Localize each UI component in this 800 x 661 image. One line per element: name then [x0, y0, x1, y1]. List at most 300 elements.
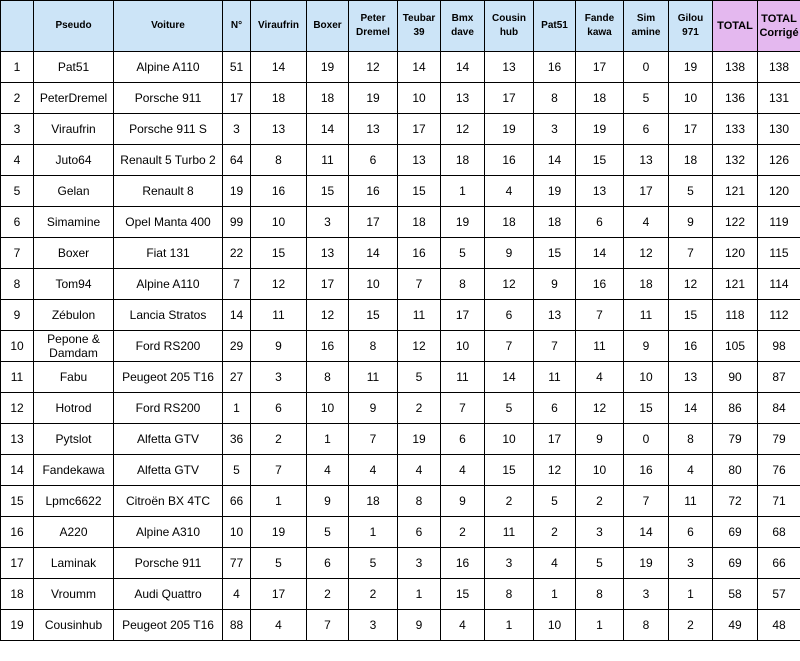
total-corrige-cell: 79 — [758, 424, 800, 455]
sim-amine-score: 13 — [624, 145, 669, 176]
peter-dremel-score: 5 — [349, 548, 398, 579]
bmx-dave-score: 19 — [441, 207, 485, 238]
viraufrin-score: 3 — [251, 362, 307, 393]
pat51-score: 7 — [534, 331, 576, 362]
sim-amine-score: 7 — [624, 486, 669, 517]
table-row — [1, 83, 800, 114]
header-viraufrin: Viraufrin — [251, 1, 307, 52]
viraufrin-score: 18 — [251, 83, 307, 114]
teubar-39-score: 16 — [398, 238, 441, 269]
teubar-39-score: 4 — [398, 455, 441, 486]
header-teubar-39: Teubar 39 — [398, 1, 441, 52]
rank-cell: 19 — [1, 610, 34, 641]
boxer-score: 9 — [307, 486, 349, 517]
teubar-39-score: 19 — [398, 424, 441, 455]
voiture-cell: Renault 5 Turbo 2 — [114, 145, 223, 176]
pseudo-cell: A220 — [34, 517, 114, 548]
boxer-score: 6 — [307, 548, 349, 579]
boxer-score: 1 — [307, 424, 349, 455]
rank-cell: 11 — [1, 362, 34, 393]
peter-dremel-score: 10 — [349, 269, 398, 300]
total-cell: 122 — [713, 207, 758, 238]
table-row — [1, 579, 800, 610]
header-pseudo: Pseudo — [34, 1, 114, 52]
pat51-score: 12 — [534, 455, 576, 486]
boxer-score: 12 — [307, 300, 349, 331]
pat51-score: 13 — [534, 300, 576, 331]
header-rank — [1, 1, 34, 52]
viraufrin-score: 1 — [251, 486, 307, 517]
sim-amine-score: 18 — [624, 269, 669, 300]
table-row — [1, 424, 800, 455]
pat51-score: 18 — [534, 207, 576, 238]
viraufrin-score: 6 — [251, 393, 307, 424]
number-cell: 51 — [223, 52, 251, 83]
fande-kawa-score: 3 — [576, 517, 624, 548]
pat51-score: 2 — [534, 517, 576, 548]
total-cell: 136 — [713, 83, 758, 114]
gilou-971-score: 12 — [669, 269, 713, 300]
teubar-39-score: 8 — [398, 486, 441, 517]
table-body — [1, 52, 800, 641]
bmx-dave-score: 7 — [441, 393, 485, 424]
header-total-corrige: TOTAL Corrigé — [758, 1, 800, 52]
gilou-971-score: 4 — [669, 455, 713, 486]
peter-dremel-score: 19 — [349, 83, 398, 114]
table-row — [1, 114, 800, 145]
rank-cell: 8 — [1, 269, 34, 300]
table-row — [1, 362, 800, 393]
header-cousin-hub: Cousin hub — [485, 1, 534, 52]
bmx-dave-score: 16 — [441, 548, 485, 579]
voiture-cell: Alpine A110 — [114, 269, 223, 300]
number-cell: 17 — [223, 83, 251, 114]
teubar-39-score: 10 — [398, 83, 441, 114]
fande-kawa-score: 15 — [576, 145, 624, 176]
table-row — [1, 269, 800, 300]
rank-cell: 7 — [1, 238, 34, 269]
pseudo-cell: Fabu — [34, 362, 114, 393]
boxer-score: 16 — [307, 331, 349, 362]
sim-amine-score: 9 — [624, 331, 669, 362]
cousin-hub-score: 14 — [485, 362, 534, 393]
teubar-39-score: 14 — [398, 52, 441, 83]
gilou-971-score: 9 — [669, 207, 713, 238]
pat51-score: 14 — [534, 145, 576, 176]
cousin-hub-score: 11 — [485, 517, 534, 548]
boxer-score: 4 — [307, 455, 349, 486]
bmx-dave-score: 1 — [441, 176, 485, 207]
rank-cell: 16 — [1, 517, 34, 548]
gilou-971-score: 5 — [669, 176, 713, 207]
total-cell: 121 — [713, 176, 758, 207]
sim-amine-score: 10 — [624, 362, 669, 393]
voiture-cell: Porsche 911 — [114, 548, 223, 579]
teubar-39-score: 18 — [398, 207, 441, 238]
table-row — [1, 486, 800, 517]
rank-cell: 13 — [1, 424, 34, 455]
pat51-score: 17 — [534, 424, 576, 455]
number-cell: 22 — [223, 238, 251, 269]
header-sim-amine: Sim amine — [624, 1, 669, 52]
peter-dremel-score: 13 — [349, 114, 398, 145]
fande-kawa-score: 16 — [576, 269, 624, 300]
total-cell: 133 — [713, 114, 758, 145]
total-cell: 69 — [713, 517, 758, 548]
cousin-hub-score: 3 — [485, 548, 534, 579]
peter-dremel-score: 3 — [349, 610, 398, 641]
table-row — [1, 331, 800, 362]
header-boxer: Boxer — [307, 1, 349, 52]
pat51-score: 9 — [534, 269, 576, 300]
total-cell: 72 — [713, 486, 758, 517]
boxer-score: 18 — [307, 83, 349, 114]
peter-dremel-score: 15 — [349, 300, 398, 331]
peter-dremel-score: 16 — [349, 176, 398, 207]
total-corrige-cell: 114 — [758, 269, 800, 300]
viraufrin-score: 7 — [251, 455, 307, 486]
viraufrin-score: 2 — [251, 424, 307, 455]
header-number: N° — [223, 1, 251, 52]
pat51-score: 11 — [534, 362, 576, 393]
fande-kawa-score: 2 — [576, 486, 624, 517]
header-row — [1, 1, 800, 52]
boxer-score: 19 — [307, 52, 349, 83]
number-cell: 3 — [223, 114, 251, 145]
viraufrin-score: 10 — [251, 207, 307, 238]
pseudo-cell: Simamine — [34, 207, 114, 238]
number-cell: 1 — [223, 393, 251, 424]
pseudo-cell: Boxer — [34, 238, 114, 269]
table-header — [1, 1, 800, 52]
teubar-39-score: 15 — [398, 176, 441, 207]
table-row — [1, 610, 800, 641]
header-gilou-971: Gilou 971 — [669, 1, 713, 52]
bmx-dave-score: 12 — [441, 114, 485, 145]
bmx-dave-score: 8 — [441, 269, 485, 300]
sim-amine-score: 17 — [624, 176, 669, 207]
bmx-dave-score: 5 — [441, 238, 485, 269]
gilou-971-score: 7 — [669, 238, 713, 269]
voiture-cell: Porsche 911 — [114, 83, 223, 114]
header-total: TOTAL — [713, 1, 758, 52]
fande-kawa-score: 10 — [576, 455, 624, 486]
total-corrige-cell: 98 — [758, 331, 800, 362]
bmx-dave-score: 6 — [441, 424, 485, 455]
gilou-971-score: 13 — [669, 362, 713, 393]
rank-cell: 1 — [1, 52, 34, 83]
voiture-cell: Citroën BX 4TC — [114, 486, 223, 517]
rank-cell: 4 — [1, 145, 34, 176]
total-cell: 120 — [713, 238, 758, 269]
table-row — [1, 238, 800, 269]
table-row — [1, 207, 800, 238]
number-cell: 10 — [223, 517, 251, 548]
total-corrige-cell: 130 — [758, 114, 800, 145]
pat51-score: 1 — [534, 579, 576, 610]
teubar-39-score: 6 — [398, 517, 441, 548]
boxer-score: 11 — [307, 145, 349, 176]
viraufrin-score: 12 — [251, 269, 307, 300]
peter-dremel-score: 18 — [349, 486, 398, 517]
total-cell: 138 — [713, 52, 758, 83]
header-bmx-dave: Bmx dave — [441, 1, 485, 52]
header-fande-kawa: Fande kawa — [576, 1, 624, 52]
fande-kawa-score: 19 — [576, 114, 624, 145]
pseudo-cell: Zébulon — [34, 300, 114, 331]
number-cell: 7 — [223, 269, 251, 300]
bmx-dave-score: 2 — [441, 517, 485, 548]
sim-amine-score: 0 — [624, 52, 669, 83]
viraufrin-score: 11 — [251, 300, 307, 331]
total-cell: 58 — [713, 579, 758, 610]
bmx-dave-score: 17 — [441, 300, 485, 331]
number-cell: 88 — [223, 610, 251, 641]
total-cell: 86 — [713, 393, 758, 424]
bmx-dave-score: 9 — [441, 486, 485, 517]
peter-dremel-score: 6 — [349, 145, 398, 176]
total-corrige-cell: 71 — [758, 486, 800, 517]
fande-kawa-score: 14 — [576, 238, 624, 269]
fande-kawa-score: 5 — [576, 548, 624, 579]
rank-cell: 18 — [1, 579, 34, 610]
teubar-39-score: 1 — [398, 579, 441, 610]
voiture-cell: Peugeot 205 T16 — [114, 362, 223, 393]
fande-kawa-score: 4 — [576, 362, 624, 393]
boxer-score: 17 — [307, 269, 349, 300]
total-corrige-cell: 66 — [758, 548, 800, 579]
total-cell: 80 — [713, 455, 758, 486]
viraufrin-score: 9 — [251, 331, 307, 362]
table-row — [1, 176, 800, 207]
cousin-hub-score: 6 — [485, 300, 534, 331]
sim-amine-score: 11 — [624, 300, 669, 331]
sim-amine-score: 0 — [624, 424, 669, 455]
gilou-971-score: 17 — [669, 114, 713, 145]
bmx-dave-score: 18 — [441, 145, 485, 176]
bmx-dave-score: 4 — [441, 455, 485, 486]
pseudo-cell: Vroumm — [34, 579, 114, 610]
table-row — [1, 145, 800, 176]
cousin-hub-score: 2 — [485, 486, 534, 517]
teubar-39-score: 11 — [398, 300, 441, 331]
voiture-cell: Opel Manta 400 — [114, 207, 223, 238]
total-corrige-cell: 126 — [758, 145, 800, 176]
total-corrige-cell: 138 — [758, 52, 800, 83]
table-row — [1, 548, 800, 579]
peter-dremel-score: 7 — [349, 424, 398, 455]
pseudo-cell: Pytslot — [34, 424, 114, 455]
header-peter-dremel: Peter Dremel — [349, 1, 398, 52]
voiture-cell: Alpine A310 — [114, 517, 223, 548]
pat51-score: 3 — [534, 114, 576, 145]
rank-cell: 10 — [1, 331, 34, 362]
number-cell: 66 — [223, 486, 251, 517]
pseudo-cell: PeterDremel — [34, 83, 114, 114]
gilou-971-score: 19 — [669, 52, 713, 83]
rank-cell: 2 — [1, 83, 34, 114]
fande-kawa-score: 7 — [576, 300, 624, 331]
table-row — [1, 455, 800, 486]
number-cell: 14 — [223, 300, 251, 331]
voiture-cell: Peugeot 205 T16 — [114, 610, 223, 641]
sim-amine-score: 5 — [624, 83, 669, 114]
bmx-dave-score: 14 — [441, 52, 485, 83]
rank-cell: 12 — [1, 393, 34, 424]
voiture-cell: Alfetta GTV — [114, 455, 223, 486]
boxer-score: 8 — [307, 362, 349, 393]
peter-dremel-score: 4 — [349, 455, 398, 486]
voiture-cell: Fiat 131 — [114, 238, 223, 269]
header-voiture: Voiture — [114, 1, 223, 52]
viraufrin-score: 13 — [251, 114, 307, 145]
fande-kawa-score: 12 — [576, 393, 624, 424]
peter-dremel-score: 2 — [349, 579, 398, 610]
table-row — [1, 393, 800, 424]
bmx-dave-score: 11 — [441, 362, 485, 393]
pseudo-cell: Cousinhub — [34, 610, 114, 641]
total-corrige-cell: 76 — [758, 455, 800, 486]
boxer-score: 13 — [307, 238, 349, 269]
gilou-971-score: 18 — [669, 145, 713, 176]
total-corrige-cell: 120 — [758, 176, 800, 207]
cousin-hub-score: 18 — [485, 207, 534, 238]
gilou-971-score: 8 — [669, 424, 713, 455]
pat51-score: 5 — [534, 486, 576, 517]
bmx-dave-score: 15 — [441, 579, 485, 610]
rank-cell: 15 — [1, 486, 34, 517]
pat51-score: 6 — [534, 393, 576, 424]
cousin-hub-score: 12 — [485, 269, 534, 300]
pseudo-cell: Juto64 — [34, 145, 114, 176]
viraufrin-score: 16 — [251, 176, 307, 207]
rank-cell: 6 — [1, 207, 34, 238]
boxer-score: 15 — [307, 176, 349, 207]
total-corrige-cell: 48 — [758, 610, 800, 641]
cousin-hub-score: 8 — [485, 579, 534, 610]
sim-amine-score: 3 — [624, 579, 669, 610]
total-corrige-cell: 112 — [758, 300, 800, 331]
teubar-39-score: 13 — [398, 145, 441, 176]
cousin-hub-score: 15 — [485, 455, 534, 486]
total-cell: 118 — [713, 300, 758, 331]
cousin-hub-score: 16 — [485, 145, 534, 176]
pseudo-cell: Laminak — [34, 548, 114, 579]
peter-dremel-score: 12 — [349, 52, 398, 83]
bmx-dave-score: 4 — [441, 610, 485, 641]
pat51-score: 10 — [534, 610, 576, 641]
teubar-39-score: 17 — [398, 114, 441, 145]
table-row — [1, 517, 800, 548]
gilou-971-score: 11 — [669, 486, 713, 517]
peter-dremel-score: 1 — [349, 517, 398, 548]
rank-cell: 3 — [1, 114, 34, 145]
total-cell: 49 — [713, 610, 758, 641]
pseudo-cell: Hotrod — [34, 393, 114, 424]
total-corrige-cell: 87 — [758, 362, 800, 393]
pat51-score: 8 — [534, 83, 576, 114]
peter-dremel-score: 8 — [349, 331, 398, 362]
fande-kawa-score: 18 — [576, 83, 624, 114]
viraufrin-score: 14 — [251, 52, 307, 83]
viraufrin-score: 8 — [251, 145, 307, 176]
cousin-hub-score: 19 — [485, 114, 534, 145]
number-cell: 36 — [223, 424, 251, 455]
pseudo-cell: Gelan — [34, 176, 114, 207]
viraufrin-score: 4 — [251, 610, 307, 641]
voiture-cell: Porsche 911 S — [114, 114, 223, 145]
viraufrin-score: 17 — [251, 579, 307, 610]
pseudo-cell: Fandekawa — [34, 455, 114, 486]
cousin-hub-score: 4 — [485, 176, 534, 207]
pseudo-cell: Viraufrin — [34, 114, 114, 145]
number-cell: 4 — [223, 579, 251, 610]
total-corrige-cell: 115 — [758, 238, 800, 269]
gilou-971-score: 10 — [669, 83, 713, 114]
boxer-score: 2 — [307, 579, 349, 610]
pseudo-cell: Pepone & Damdam — [34, 331, 114, 362]
voiture-cell: Alpine A110 — [114, 52, 223, 83]
voiture-cell: Renault 8 — [114, 176, 223, 207]
total-corrige-cell: 119 — [758, 207, 800, 238]
boxer-score: 14 — [307, 114, 349, 145]
gilou-971-score: 3 — [669, 548, 713, 579]
teubar-39-score: 9 — [398, 610, 441, 641]
gilou-971-score: 2 — [669, 610, 713, 641]
bmx-dave-score: 10 — [441, 331, 485, 362]
fande-kawa-score: 1 — [576, 610, 624, 641]
table-row — [1, 52, 800, 83]
fande-kawa-score: 13 — [576, 176, 624, 207]
pseudo-cell: Lpmc6622 — [34, 486, 114, 517]
number-cell: 64 — [223, 145, 251, 176]
sim-amine-score: 6 — [624, 114, 669, 145]
pat51-score: 15 — [534, 238, 576, 269]
fande-kawa-score: 9 — [576, 424, 624, 455]
peter-dremel-score: 17 — [349, 207, 398, 238]
sim-amine-score: 8 — [624, 610, 669, 641]
cousin-hub-score: 7 — [485, 331, 534, 362]
total-cell: 90 — [713, 362, 758, 393]
bmx-dave-score: 13 — [441, 83, 485, 114]
total-cell: 79 — [713, 424, 758, 455]
viraufrin-score: 19 — [251, 517, 307, 548]
pat51-score: 16 — [534, 52, 576, 83]
header-pat51: Pat51 — [534, 1, 576, 52]
total-corrige-cell: 68 — [758, 517, 800, 548]
cousin-hub-score: 10 — [485, 424, 534, 455]
rank-cell: 14 — [1, 455, 34, 486]
peter-dremel-score: 11 — [349, 362, 398, 393]
teubar-39-score: 12 — [398, 331, 441, 362]
boxer-score: 7 — [307, 610, 349, 641]
voiture-cell: Audi Quattro — [114, 579, 223, 610]
teubar-39-score: 7 — [398, 269, 441, 300]
peter-dremel-score: 9 — [349, 393, 398, 424]
number-cell: 19 — [223, 176, 251, 207]
table-row — [1, 300, 800, 331]
total-cell: 105 — [713, 331, 758, 362]
sim-amine-score: 14 — [624, 517, 669, 548]
gilou-971-score: 6 — [669, 517, 713, 548]
total-cell: 69 — [713, 548, 758, 579]
voiture-cell: Lancia Stratos — [114, 300, 223, 331]
voiture-cell: Alfetta GTV — [114, 424, 223, 455]
rank-cell: 5 — [1, 176, 34, 207]
viraufrin-score: 15 — [251, 238, 307, 269]
fande-kawa-score: 8 — [576, 579, 624, 610]
gilou-971-score: 15 — [669, 300, 713, 331]
